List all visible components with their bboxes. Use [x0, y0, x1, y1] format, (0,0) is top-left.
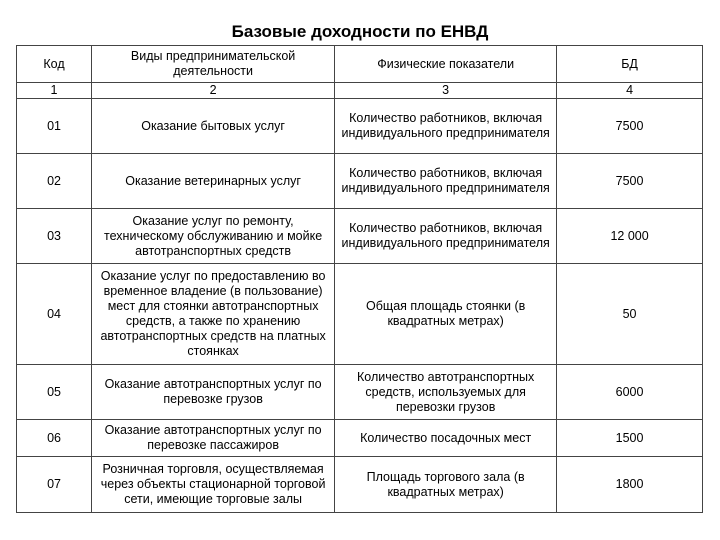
column-number: 2 [92, 83, 335, 99]
row-bd: 50 [557, 264, 703, 365]
table-row [17, 209, 703, 264]
row-activity: Оказание автотранспортных услуг по перевозке пассажиров [92, 420, 335, 457]
column-number: 4 [557, 83, 703, 99]
row-code: 04 [17, 264, 92, 365]
table-row [17, 99, 703, 154]
row-bd: 6000 [557, 365, 703, 420]
header-row [17, 46, 703, 83]
table-row [17, 457, 703, 513]
row-activity: Оказание ветеринарных услуг [92, 154, 335, 209]
table-row [17, 365, 703, 420]
row-indicator: Количество работников, включая индивидуального предпринимателя [335, 209, 557, 264]
row-activity: Оказание автотранспортных услуг по перевозке грузов [92, 365, 335, 420]
row-bd: 7500 [557, 99, 703, 154]
row-indicator: Количество автотранспортных средств, используемых для перевозки грузов [335, 365, 557, 420]
header-indicator: Физические показатели [335, 46, 557, 83]
header-activity: Виды предпринимательской деятельности [92, 46, 335, 83]
row-activity: Оказание бытовых услуг [92, 99, 335, 154]
envd-table [16, 45, 703, 513]
row-activity: Оказание услуг по предоставлению во временное владение (в пользование) мест для стоянки автотранспортных средств, а также по хранению автотранспортных средств на платных стоянках [92, 264, 335, 365]
row-code: 03 [17, 209, 92, 264]
row-indicator: Общая площадь стоянки (в квадратных метрах) [335, 264, 557, 365]
row-code: 01 [17, 99, 92, 154]
row-indicator: Количество работников, включая индивидуального предпринимателя [335, 154, 557, 209]
row-indicator: Количество работников, включая индивидуального предпринимателя [335, 99, 557, 154]
page-title: Базовые доходности по ЕНВД [231, 22, 489, 41]
row-code: 02 [17, 154, 92, 209]
row-code: 05 [17, 365, 92, 420]
table-row [17, 264, 703, 365]
row-bd: 1800 [557, 457, 703, 513]
header-bd: БД [557, 46, 703, 83]
column-number-row [17, 83, 703, 99]
row-indicator: Количество посадочных мест [335, 420, 557, 457]
row-activity: Оказание услуг по ремонту, техническому обслуживанию и мойке автотранспортных средств [92, 209, 335, 264]
row-bd: 1500 [557, 420, 703, 457]
row-activity: Розничная торговля, осуществляемая через объекты стационарной торговой сети, имеющие торговые залы [92, 457, 335, 513]
row-code: 06 [17, 420, 92, 457]
row-indicator: Площадь торгового зала (в квадратных метрах) [335, 457, 557, 513]
header-code: Код [17, 46, 92, 83]
column-number: 3 [335, 83, 557, 99]
row-bd: 12 000 [557, 209, 703, 264]
table-row [17, 154, 703, 209]
row-code: 07 [17, 457, 92, 513]
table-row [17, 420, 703, 457]
row-bd: 7500 [557, 154, 703, 209]
column-number: 1 [17, 83, 92, 99]
